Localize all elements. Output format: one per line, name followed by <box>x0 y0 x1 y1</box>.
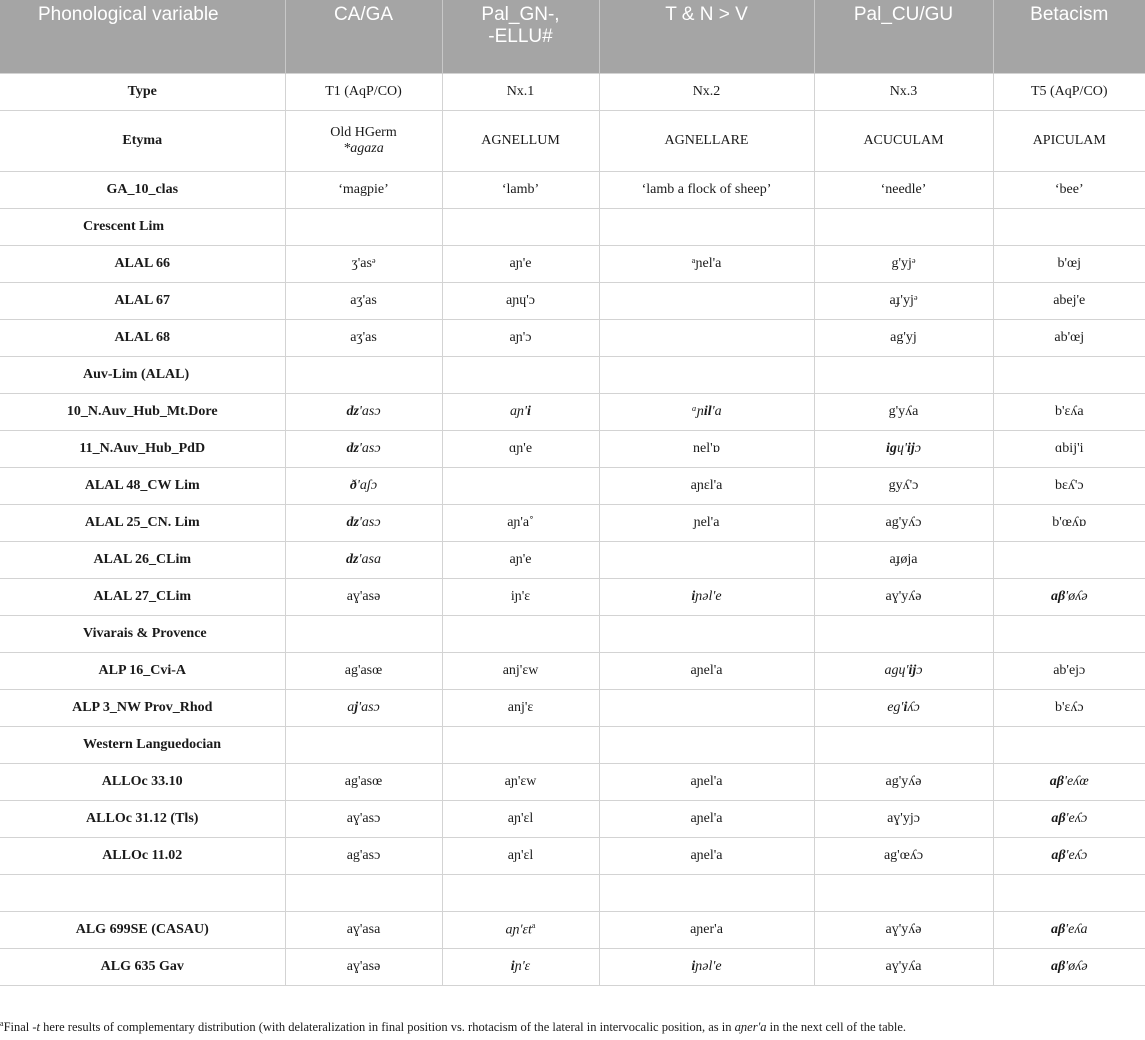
cell <box>814 653 993 690</box>
table-row <box>0 505 1145 542</box>
cell <box>814 727 993 764</box>
bold-segment: aβ <box>1049 774 1064 789</box>
cell: ‘lamb a flock of sheep’ <box>599 172 814 209</box>
cell: aɣ'yʎə <box>814 912 993 949</box>
table-row <box>0 320 1145 357</box>
cell <box>814 431 993 468</box>
cell: abej'e <box>993 283 1145 320</box>
cell: ab'œj <box>993 320 1145 357</box>
cell: Nx.1 <box>442 74 599 111</box>
cell <box>599 320 814 357</box>
cell: ag'yʎɔ <box>814 505 993 542</box>
segment: ɲəl'e <box>695 589 722 604</box>
table-footnote <box>0 1019 1145 1035</box>
cell: aɲ'e <box>442 542 599 579</box>
cell <box>442 616 599 653</box>
cell: aʒ'as <box>285 320 442 357</box>
table-row <box>0 394 1145 431</box>
footnote-form: -t <box>32 1020 41 1035</box>
cell <box>599 283 814 320</box>
cell: ɑbij'i <box>993 431 1145 468</box>
segment: 'a <box>711 404 722 419</box>
cell <box>599 579 814 616</box>
header-phonological-variable: Phonological variable <box>0 0 285 74</box>
cell <box>0 875 285 912</box>
cell: aɲer'a <box>599 912 814 949</box>
cell: ag'yj <box>814 320 993 357</box>
cell <box>993 579 1145 616</box>
cell: ‘bee’ <box>993 172 1145 209</box>
segment: aɲ'ɛt <box>505 922 532 938</box>
table-row <box>0 283 1145 320</box>
cell <box>599 875 814 912</box>
cell: ab'ejɔ <box>993 653 1145 690</box>
bold-segment: i <box>510 959 515 974</box>
table-row <box>0 838 1145 875</box>
segment: ɔ <box>914 441 921 456</box>
cell: b'œj <box>993 246 1145 283</box>
row-label: 10_N.Auv_Hub_Mt.Dore <box>0 394 285 431</box>
cell: b'œʎɒ <box>993 505 1145 542</box>
cell <box>993 801 1145 838</box>
cell: aɲɥ'ɔ <box>442 283 599 320</box>
table-row <box>0 542 1145 579</box>
cell: bɛʎ'ɔ <box>993 468 1145 505</box>
cell: ɲel'a <box>599 505 814 542</box>
segment: eg' <box>887 700 904 715</box>
cell <box>993 912 1145 949</box>
cell: ʒ'asᵊ <box>285 246 442 283</box>
cell: ‘lamb’ <box>442 172 599 209</box>
cell: ag'œʎɔ <box>814 838 993 875</box>
cell: b'ɛʎɔ <box>993 690 1145 727</box>
cell: ag'asœ <box>285 653 442 690</box>
cell: aɲ'ɛl <box>442 838 599 875</box>
cell <box>285 111 442 172</box>
segment: ɲəl'e <box>695 959 722 974</box>
cell <box>442 357 599 394</box>
cell <box>814 616 993 653</box>
cell <box>814 357 993 394</box>
cell: ag'asɔ <box>285 838 442 875</box>
table-row <box>0 111 1145 172</box>
table-row <box>0 653 1145 690</box>
header-betacism: Betacism <box>993 0 1145 74</box>
table-row <box>0 949 1145 986</box>
cell <box>993 875 1145 912</box>
cell: aɣ'yjɔ <box>814 801 993 838</box>
cell: T5 (AqP/CO) <box>993 74 1145 111</box>
cell: aɲ'e <box>442 246 599 283</box>
row-label: 11_N.Auv_Hub_PdD <box>0 431 285 468</box>
cell: g'yjᵊ <box>814 246 993 283</box>
cell: aɣ'asa <box>285 912 442 949</box>
cell <box>285 690 442 727</box>
cell: T1 (AqP/CO) <box>285 74 442 111</box>
segment: agɥ' <box>884 663 909 678</box>
segment: ɔ <box>916 663 923 678</box>
cell <box>599 727 814 764</box>
cell: ACUCULAM <box>814 111 993 172</box>
segment: 'øʎə <box>1065 959 1088 974</box>
section-label: Western Languedocian <box>0 727 285 764</box>
cell <box>442 875 599 912</box>
row-label: ALAL 67 <box>0 283 285 320</box>
header-row <box>0 0 1145 74</box>
cell <box>285 357 442 394</box>
cell <box>442 727 599 764</box>
row-label: ALAL 26_CLim <box>0 542 285 579</box>
bold-segment: aβ <box>1050 589 1066 604</box>
cell: aɣ'asə <box>285 949 442 986</box>
cell: anj'ɛw <box>442 653 599 690</box>
cell: aɲel'a <box>599 764 814 801</box>
table-row <box>0 431 1145 468</box>
row-label: ALLOc 11.02 <box>0 838 285 875</box>
section-row <box>0 616 1145 653</box>
etymon-form: *agaza <box>343 141 384 156</box>
bold-segment: i <box>691 589 696 604</box>
cell <box>814 209 993 246</box>
header-t-n-v: T & N > V <box>599 0 814 74</box>
segment: ɥ' <box>896 441 907 456</box>
bold-segment: ig <box>886 441 897 456</box>
cell: aɲel'a <box>599 653 814 690</box>
cell <box>599 690 814 727</box>
empty-row <box>0 875 1145 912</box>
cell <box>993 838 1145 875</box>
segment: 'øʎə <box>1065 589 1088 604</box>
row-label: ALP 16_Cvi-A <box>0 653 285 690</box>
cell: iɲ'ɛ <box>442 579 599 616</box>
cell: g'yʎa <box>814 394 993 431</box>
segment: 'eʎœ <box>1063 774 1089 789</box>
cell: b'ɛʎa <box>993 394 1145 431</box>
cell <box>285 431 442 468</box>
table-row <box>0 74 1145 111</box>
cell <box>442 394 599 431</box>
cell: ag'asœ <box>285 764 442 801</box>
table-row <box>0 690 1145 727</box>
segment: aɲ' <box>510 404 528 419</box>
bold-segment: dz <box>346 441 359 456</box>
cell: AGNELLUM <box>442 111 599 172</box>
bold-segment: i <box>903 700 908 715</box>
cell <box>599 616 814 653</box>
cell <box>285 505 442 542</box>
cell <box>993 357 1145 394</box>
cell <box>285 875 442 912</box>
segment: a <box>347 700 355 715</box>
row-label: ALAL 68 <box>0 320 285 357</box>
row-label: ALLOc 33.10 <box>0 764 285 801</box>
cell: ‘magpie’ <box>285 172 442 209</box>
row-label: ALAL 25_CN. Lim <box>0 505 285 542</box>
footnote-marker: a <box>531 921 536 931</box>
cell <box>285 394 442 431</box>
segment: 'asa <box>358 552 381 567</box>
row-label: ALLOc 31.12 (Tls) <box>0 801 285 838</box>
bold-segment: aβ <box>1051 811 1066 826</box>
section-label: Auv-Lim (ALAL) <box>0 357 285 394</box>
cell <box>285 468 442 505</box>
header-pal-gn-line2: -ELLU# <box>488 26 553 47</box>
segment: 'asɔ <box>358 700 380 715</box>
cell <box>993 949 1145 986</box>
cell: aɲel'a <box>599 838 814 875</box>
cell: aɟøja <box>814 542 993 579</box>
cell <box>599 949 814 986</box>
cell: aɲ'ɛw <box>442 764 599 801</box>
cell: Nx.2 <box>599 74 814 111</box>
footnote-text: Final <box>3 1020 33 1035</box>
cell: aɣ'asɔ <box>285 801 442 838</box>
section-row <box>0 209 1145 246</box>
table-row <box>0 246 1145 283</box>
segment: 'asɔ <box>358 441 381 456</box>
bold-segment: ð <box>349 478 357 493</box>
segment: ᵃɲ <box>691 404 704 419</box>
cell <box>442 468 599 505</box>
bold-segment: dz <box>346 404 359 419</box>
cell: AGNELLARE <box>599 111 814 172</box>
cell <box>993 616 1145 653</box>
segment: 'asɔ <box>358 404 381 419</box>
cell <box>285 209 442 246</box>
header-pal-cu-gu: Pal_CU/GU <box>814 0 993 74</box>
header-pal-gn <box>442 0 599 74</box>
row-label: ALAL 27_CLim <box>0 579 285 616</box>
header-pal-gn-line1: Pal_GN-, <box>481 4 560 25</box>
cell <box>599 209 814 246</box>
cell <box>442 912 599 949</box>
segment: 'eʎa <box>1065 922 1088 937</box>
segment: 'eʎɔ <box>1065 848 1088 863</box>
cell: aʒ'as <box>285 283 442 320</box>
cell: aɣ'yʎa <box>814 949 993 986</box>
cell: aɲɛl'a <box>599 468 814 505</box>
table-row <box>0 468 1145 505</box>
cell: ‘needle’ <box>814 172 993 209</box>
cell: aɲ'a˚ <box>442 505 599 542</box>
footnote-form: aɲer'a <box>734 1020 767 1035</box>
cell: aɲel'a <box>599 801 814 838</box>
bold-segment: aβ <box>1050 922 1066 937</box>
cell <box>993 542 1145 579</box>
cell: Nx.3 <box>814 74 993 111</box>
cell <box>285 727 442 764</box>
cell: aɲ'ɔ <box>442 320 599 357</box>
segment: 'aʃɔ <box>356 478 378 493</box>
cell <box>599 394 814 431</box>
bold-segment: i <box>691 959 696 974</box>
bold-segment: ij <box>906 441 915 456</box>
table-row <box>0 801 1145 838</box>
table-row <box>0 579 1145 616</box>
footnote-marker: a <box>0 1019 4 1028</box>
row-label: Etyma <box>0 111 285 172</box>
row-label: ALG 699SE (CASAU) <box>0 912 285 949</box>
cell <box>599 542 814 579</box>
bold-segment: ij <box>908 663 917 678</box>
row-label: ALAL 66 <box>0 246 285 283</box>
cell <box>599 357 814 394</box>
footnote-text: in the next cell of the table. <box>766 1020 907 1035</box>
bold-segment: aβ <box>1050 959 1066 974</box>
cell <box>993 209 1145 246</box>
table-row <box>0 172 1145 209</box>
table-row <box>0 912 1145 949</box>
cell: anj'ɛ <box>442 690 599 727</box>
bold-segment: il <box>703 404 712 419</box>
section-label: Crescent Lim <box>0 209 285 246</box>
cell: aɟ'yjᵊ <box>814 283 993 320</box>
bold-segment: j <box>354 700 359 715</box>
segment: 'eʎɔ <box>1065 811 1088 826</box>
etymon-text: Old HGerm <box>330 125 397 140</box>
cell <box>814 690 993 727</box>
row-label: ALAL 48_CW Lim <box>0 468 285 505</box>
section-row <box>0 357 1145 394</box>
cell: gyʎ'ɔ <box>814 468 993 505</box>
cell <box>285 616 442 653</box>
section-label: Vivarais & Provence <box>0 616 285 653</box>
cell <box>814 875 993 912</box>
bold-segment: i <box>527 404 531 419</box>
cell: aɲ'ɛl <box>442 801 599 838</box>
cell: ag'yʎə <box>814 764 993 801</box>
section-row <box>0 727 1145 764</box>
cell <box>442 949 599 986</box>
cell <box>442 209 599 246</box>
segment: ʎɔ <box>907 700 920 715</box>
footnote-text: here results of complementary distribution (with delateralization in final position vs. rhotacism of the lateral in intervocalic position, as in <box>40 1020 735 1035</box>
cell: nel'ɒ <box>599 431 814 468</box>
bold-segment: dz <box>346 552 359 567</box>
row-label: Type <box>0 74 285 111</box>
cell <box>993 727 1145 764</box>
row-label: GA_10_clas <box>0 172 285 209</box>
segment: ɲ'ɛ <box>514 959 531 974</box>
cell: aɣ'asə <box>285 579 442 616</box>
row-label: ALG 635 Gav <box>0 949 285 986</box>
table-row <box>0 764 1145 801</box>
cell: ᵃɲel'a <box>599 246 814 283</box>
bold-segment: dz <box>346 515 359 530</box>
cell: ɑɲ'e <box>442 431 599 468</box>
row-label: ALP 3_NW Prov_Rhod <box>0 690 285 727</box>
segment: 'asɔ <box>358 515 381 530</box>
bold-segment: aβ <box>1051 848 1066 863</box>
header-ca-ga: CA/GA <box>285 0 442 74</box>
cell <box>993 764 1145 801</box>
cell <box>285 542 442 579</box>
cell: aɣ'yʎə <box>814 579 993 616</box>
cell: APICULAM <box>993 111 1145 172</box>
